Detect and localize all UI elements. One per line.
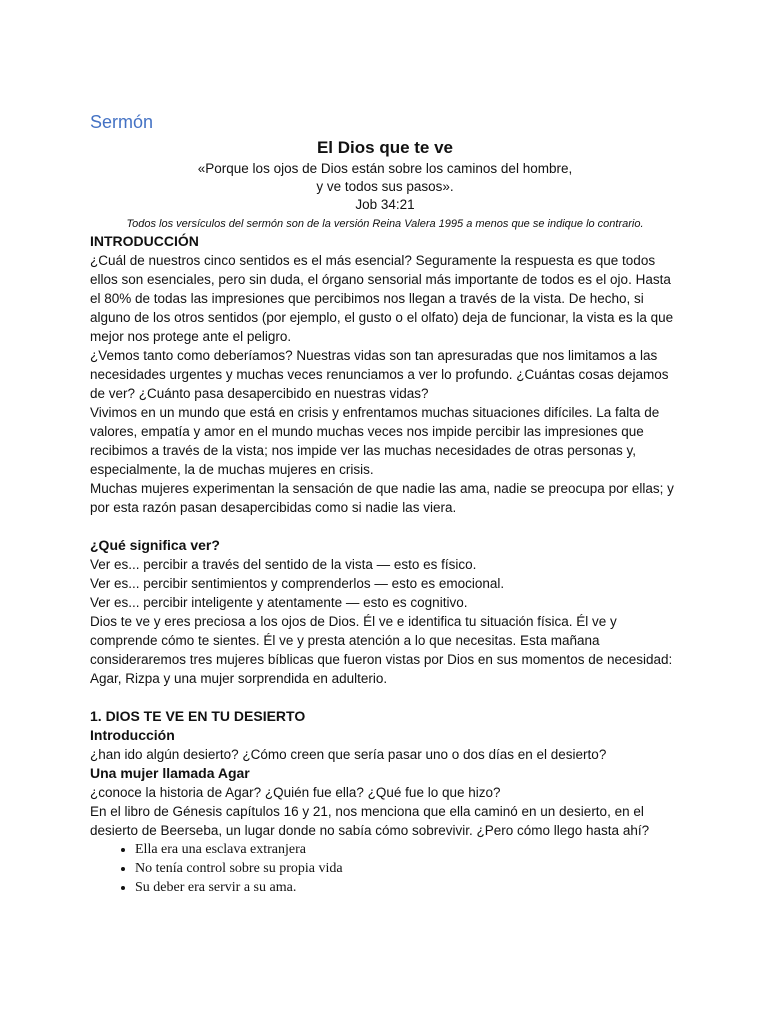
section1-text: En el libro de Génesis capítulos 16 y 21, nos menciona que ella caminó en un desierto, en el desierto de Beerseba, un lugar donde no sabía cómo sobrevivir. ¿Pero cómo llego hasta ahí? xyxy=(90,804,650,838)
list-item: • Ella era una esclava extranjera xyxy=(135,840,680,859)
verse-line-1: «Porque los ojos de Dios están sobre los caminos del hombre, xyxy=(197,161,573,176)
list-item: • Su deber era servir a su ama. xyxy=(135,878,680,897)
intro-heading: INTRODUCCIÓN xyxy=(90,233,199,249)
meaning-heading: ¿Qué significa ver? xyxy=(90,537,220,553)
sermon-title: El Dios que te ve xyxy=(316,138,454,157)
intro-paragraph: ¿Cuál de nuestros cinco sentidos es el más esencial? Seguramente la respuesta es que todos ellos son esenciales, pero sin duda, el órgano sensorial más importante de todos es el ojo. Hasta el 80% de todas las impresiones que percibimos nos llegan a través de la vista. De hecho, si alguno de los otros sentidos (por ejemplo, el gusto o el olfato) deja de funcionar, la vista es la que mejor nos protege ante el peligro. xyxy=(90,253,674,344)
spacer xyxy=(90,688,680,707)
sermon-heading: Sermón xyxy=(90,112,154,132)
section1-heading: 1. DIOS TE VE EN TU DESIERTO xyxy=(90,708,306,724)
meaning-line: Ver es... percibir inteligente y atentamente — esto es cognitivo. xyxy=(90,595,468,610)
intro-paragraph: ¿Vemos tanto como deberíamos? Nuestras vidas son tan apresuradas que nos limitamos a las necesidades urgentes y muchas veces renunciamos a ver lo profundo. ¿Cuántas cosas dejamos de ver? ¿Cuánto pasa desapercibido en nuestras vidas? xyxy=(90,348,669,401)
spacer xyxy=(90,517,680,536)
intro-paragraph: Vivimos en un mundo que está en crisis y enfrentamos muchas situaciones difíciles. La falta de valores, empatía y amor en el mundo muchas veces nos impide percibir las impresiones que recibimos a través de la vista; nos impide ver las muchas necesidades de otras personas y, especialmente, la de muchas mujeres en crisis. xyxy=(90,405,660,477)
list-item: • No tenía control sobre su propia vida xyxy=(135,859,680,878)
section1-subheading-agar: Una mujer llamada Agar xyxy=(90,765,250,781)
intro-paragraph: Muchas mujeres experimentan la sensación de que nadie las ama, nadie se preocupa por ellas; y por esta razón pasan desapercibidas como si nadie las viera. xyxy=(90,481,674,515)
section1-subheading-intro: Introducción xyxy=(90,727,175,743)
meaning-line: Ver es... percibir sentimientos y comprenderlos — esto es emocional. xyxy=(90,576,505,591)
meaning-paragraph: Dios te ve y eres preciosa a los ojos de Dios. Él ve e identifica tu situación física. Él ve y comprende cómo te sientes. Él ve y presta atención a lo que necesitas. Esta mañana consideraremos tres mujeres bíblicas que fueron vistas por Dios en sus momentos de necesidad: Agar, Rizpa y una mujer sorprendida en adulterio. xyxy=(90,614,673,686)
document-page xyxy=(90,110,680,897)
section1-text: ¿han ido algún desierto? ¿Cómo creen que sería pasar uno o dos días en el desierto? xyxy=(90,747,607,762)
verse-reference: Job 34:21 xyxy=(355,197,415,212)
section1-text: ¿conoce la historia de Agar? ¿Quién fue ella? ¿Qué fue lo que hizo? xyxy=(90,785,501,800)
meaning-line: Ver es... percibir a través del sentido de la vista — esto es físico. xyxy=(90,557,477,572)
version-note: Todos los versículos del sermón son de la versión Reina Valera 1995 a menos que se indique lo contrario. xyxy=(126,218,644,230)
agar-bullet-list xyxy=(90,840,680,897)
verse-line-2: y ve todos sus pasos». xyxy=(316,179,454,194)
